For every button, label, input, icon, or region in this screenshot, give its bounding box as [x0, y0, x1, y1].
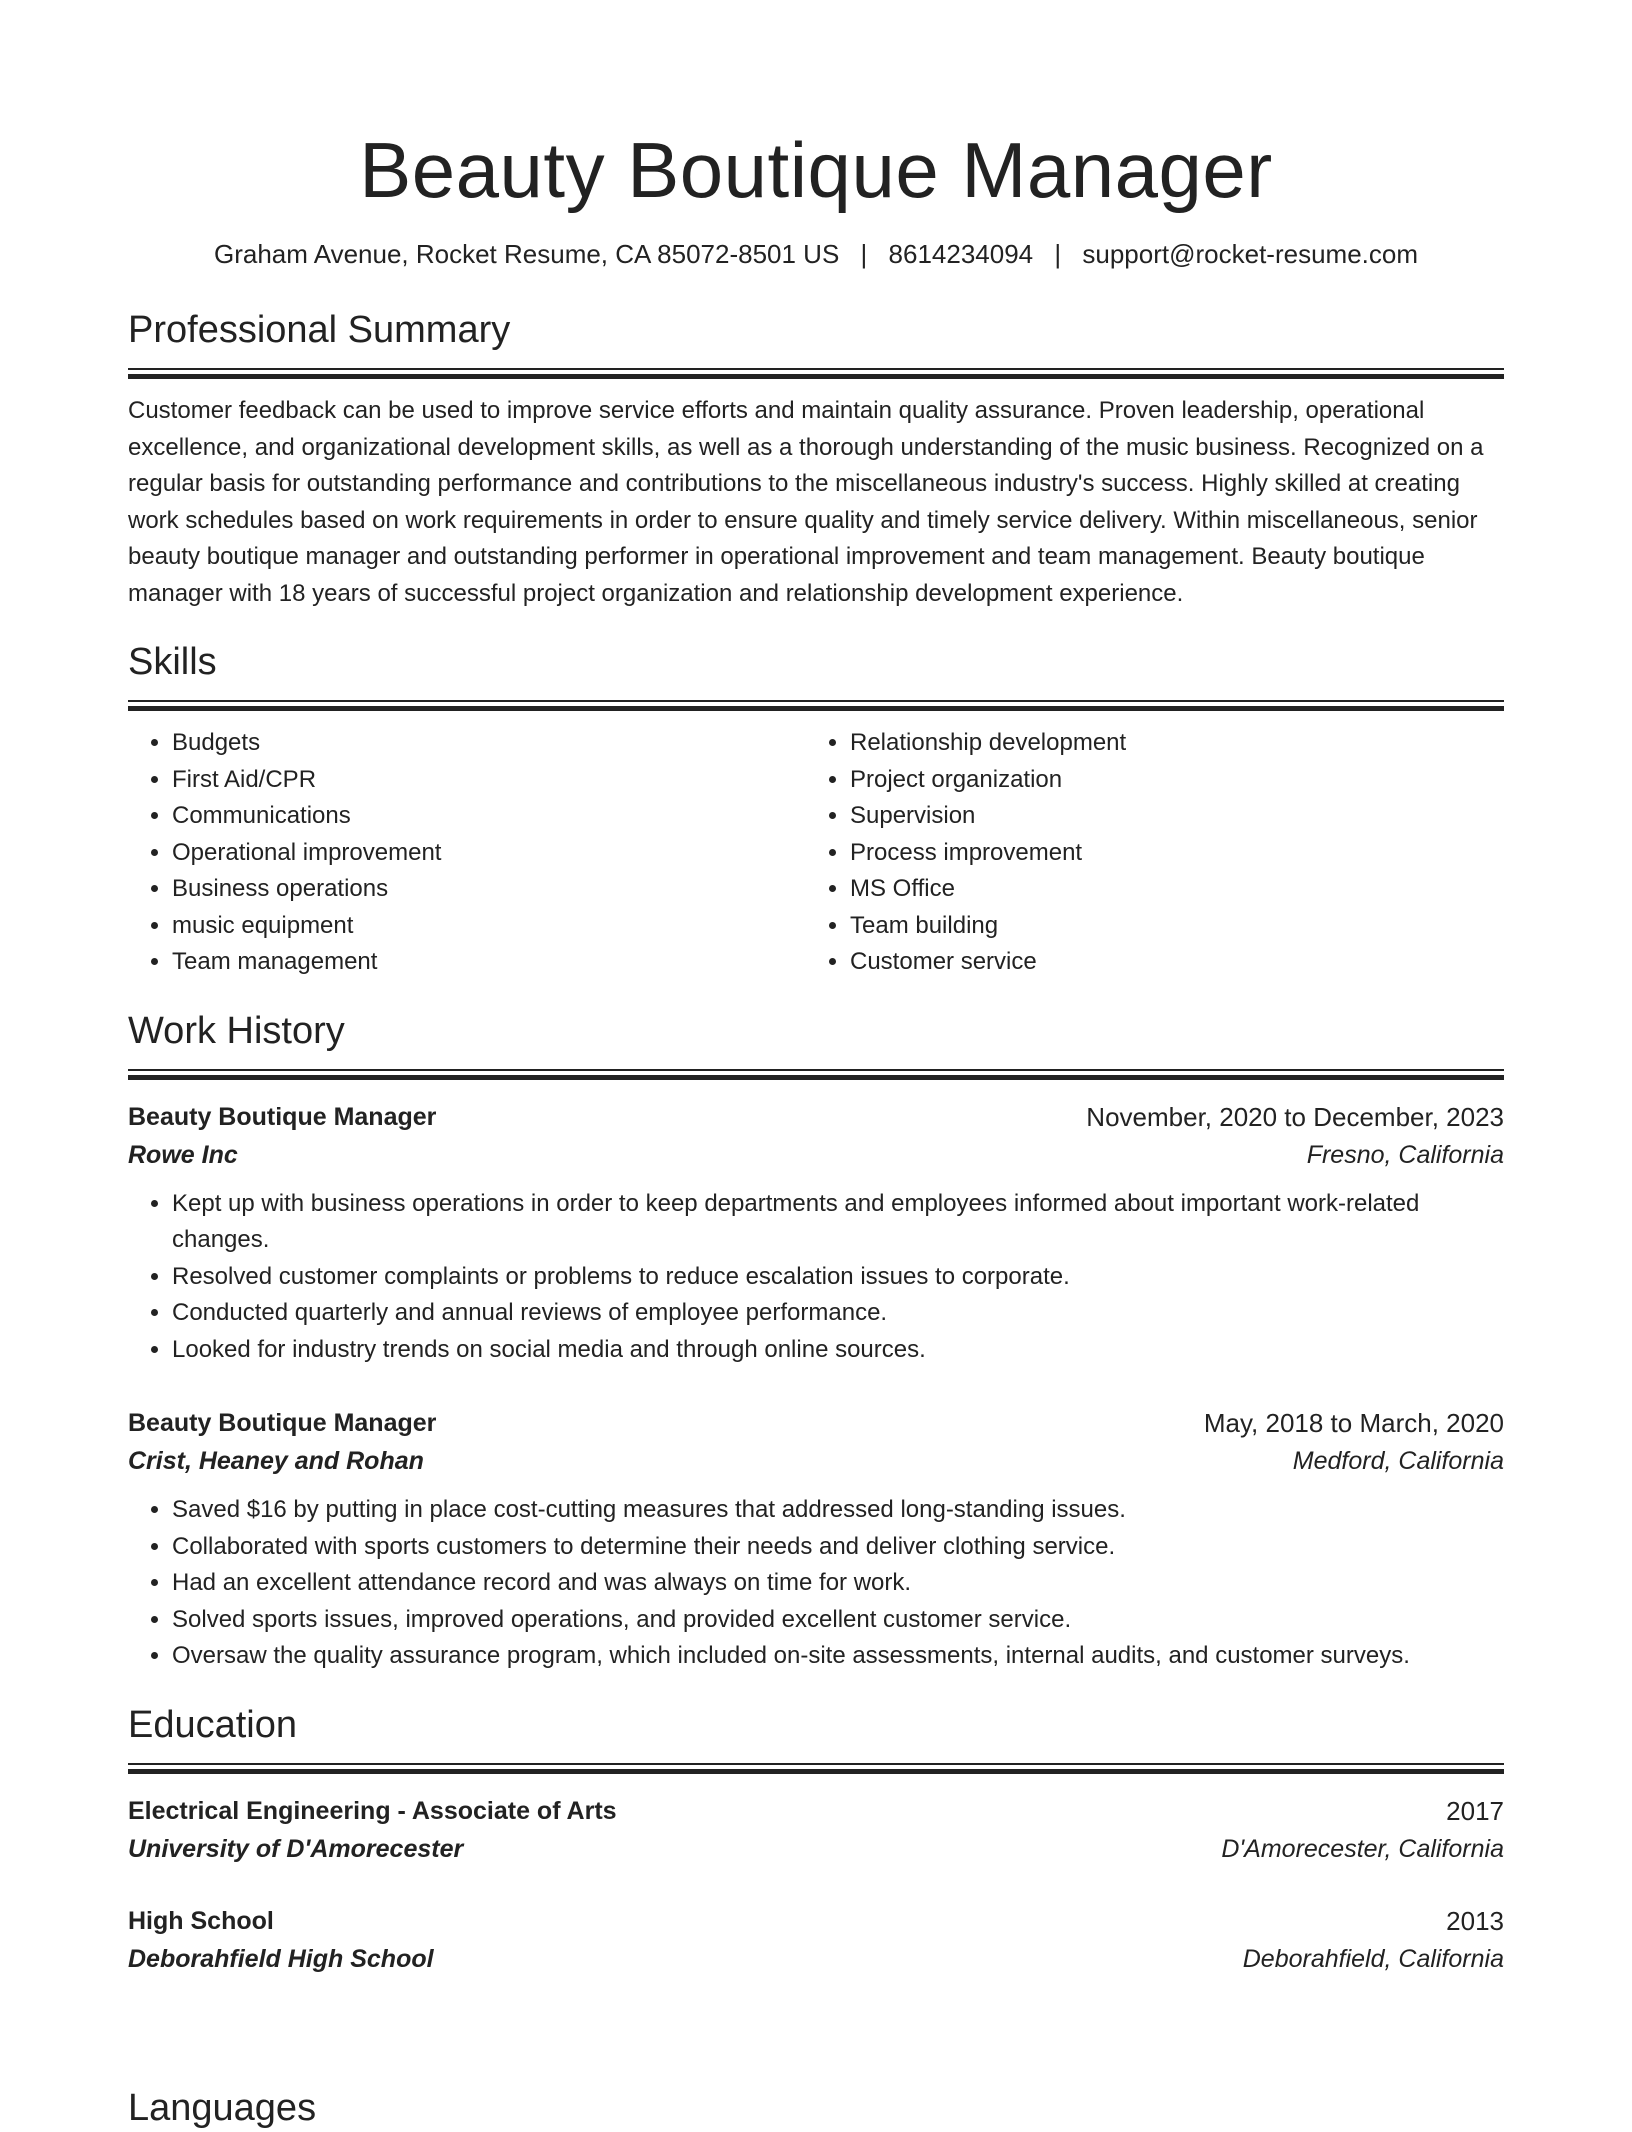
- job-bullet: • Resolved customer complaints or problems to reduce escalation issues to corporate.: [172, 1259, 1504, 1296]
- education-section: [128, 1701, 1504, 1978]
- section-title-work: Work History: [128, 1009, 345, 1052]
- job-bullet: • Looked for industry trends on social media and through online sources.: [172, 1332, 1504, 1369]
- summary-section: [128, 306, 1504, 612]
- job-bullets: [128, 1492, 1504, 1675]
- job-company-row: [128, 1136, 1504, 1174]
- contact-line: [128, 236, 1504, 272]
- education-degree: High School: [128, 1906, 274, 1935]
- skill-item: • MS Office: [850, 871, 1484, 908]
- job-header-row: [128, 1098, 1504, 1136]
- education-school: Deborahfield High School: [128, 1944, 434, 1973]
- skill-item: • Customer service: [850, 944, 1484, 981]
- job-location: Medford, California: [1292, 1447, 1504, 1475]
- education-header-row: [128, 1902, 1504, 1940]
- contact-phone: 8614234094: [888, 239, 1034, 269]
- job-location: Fresno, California: [1306, 1140, 1504, 1169]
- job-bullet: • Had an excellent attendance record and was always on time for work.: [172, 1565, 1504, 1602]
- section-title-education: Education: [128, 1703, 298, 1746]
- resume-name: Beauty Boutique Manager: [359, 126, 1273, 214]
- summary-text: Customer feedback can be used to improve service efforts and maintain quality assurance. Proven leadership, operational excellence, and organizational development skills, as well as a thorough understanding of the music business. Recognized on a regular basis for outstanding performance and contributions to the miscellaneous industry's success. Highly skilled at creating work schedules based on work requirements in order to ensure quality and timely service delivery. Within miscellaneous, senior beauty boutique manager and outstanding performer in operational improvement and team management. Beauty boutique manager with 18 years of successful project organization and relationship development experience.: [128, 397, 1484, 607]
- contact-address: Graham Avenue, Rocket Resume, CA 85072-8501 US: [213, 239, 840, 269]
- section-divider: [128, 368, 1504, 379]
- job-company: Rowe Inc: [128, 1140, 238, 1169]
- contact-email: support@rocket-resume.com: [1082, 239, 1419, 269]
- job-bullet: • Saved $16 by putting in place cost-cutting measures that addressed long-standing issues.: [172, 1492, 1504, 1529]
- job-dates: November, 2020 to December, 2023: [1086, 1101, 1504, 1132]
- job-entry: [128, 1404, 1504, 1675]
- skill-item: • Budgets: [172, 725, 806, 762]
- education-school-row: [128, 1940, 1504, 1978]
- education-school-row: [128, 1830, 1504, 1868]
- job-title: Beauty Boutique Manager: [128, 1409, 437, 1437]
- skill-item: • Communications: [172, 798, 806, 835]
- job-bullet: • Oversaw the quality assurance program, which included on-site assessments, internal audits, and customer surveys.: [172, 1638, 1504, 1675]
- job-bullet: • Collaborated with sports customers to determine their needs and deliver clothing service.: [172, 1529, 1504, 1566]
- section-title-summary: Professional Summary: [128, 309, 511, 351]
- education-header-row: [128, 1792, 1504, 1830]
- resume-page: [128, 0, 1504, 1978]
- section-divider: [128, 1069, 1504, 1080]
- skills-columns: [128, 725, 1504, 981]
- skills-list-right: [806, 725, 1484, 981]
- section-title-languages: Languages: [128, 2087, 317, 2129]
- education-location: Deborahfield, California: [1242, 1944, 1504, 1973]
- job-bullet: • Kept up with business operations in order to keep departments and employees informed about important work-related changes.: [172, 1186, 1504, 1259]
- job-company-row: [128, 1442, 1504, 1480]
- job-dates: May, 2018 to March, 2020: [1203, 1408, 1504, 1438]
- education-location: D'Amorecester, California: [1221, 1834, 1504, 1863]
- contact-separator: |: [860, 239, 868, 269]
- skill-item: • Business operations: [172, 871, 806, 908]
- education-degree: Electrical Engineering - Associate of Arts: [128, 1796, 617, 1825]
- skill-item: • Process improvement: [850, 835, 1484, 872]
- section-divider: [128, 700, 1504, 711]
- job-bullet: • Conducted quarterly and annual reviews of employee performance.: [172, 1295, 1504, 1332]
- education-entry: [128, 1902, 1504, 1978]
- job-entry: [128, 1098, 1504, 1369]
- skill-item: • Relationship development: [850, 725, 1484, 762]
- section-divider: [128, 1763, 1504, 1774]
- skills-list-left: [128, 725, 806, 981]
- skills-section: [128, 638, 1504, 981]
- section-title-skills: Skills: [128, 641, 217, 683]
- job-bullet: • Solved sports issues, improved operations, and provided excellent customer service.: [172, 1602, 1504, 1639]
- job-header-row: [128, 1404, 1504, 1442]
- skill-item: • music equipment: [172, 908, 806, 945]
- education-school: University of D'Amorecester: [128, 1834, 464, 1863]
- contact-separator: |: [1054, 239, 1062, 269]
- work-history-section: [128, 1007, 1504, 1675]
- skill-item: • Operational improvement: [172, 835, 806, 872]
- job-bullets: [128, 1186, 1504, 1369]
- skill-item: • Project organization: [850, 762, 1484, 799]
- education-year: 2013: [1446, 1905, 1504, 1936]
- education-entry: [128, 1792, 1504, 1868]
- skill-item: • Supervision: [850, 798, 1484, 835]
- skill-item: • Team building: [850, 908, 1484, 945]
- job-title: Beauty Boutique Manager: [128, 1102, 437, 1131]
- job-company: Crist, Heaney and Rohan: [128, 1447, 424, 1475]
- skill-item: • First Aid/CPR: [172, 762, 806, 799]
- skill-item: • Team management: [172, 944, 806, 981]
- education-year: 2017: [1446, 1795, 1504, 1826]
